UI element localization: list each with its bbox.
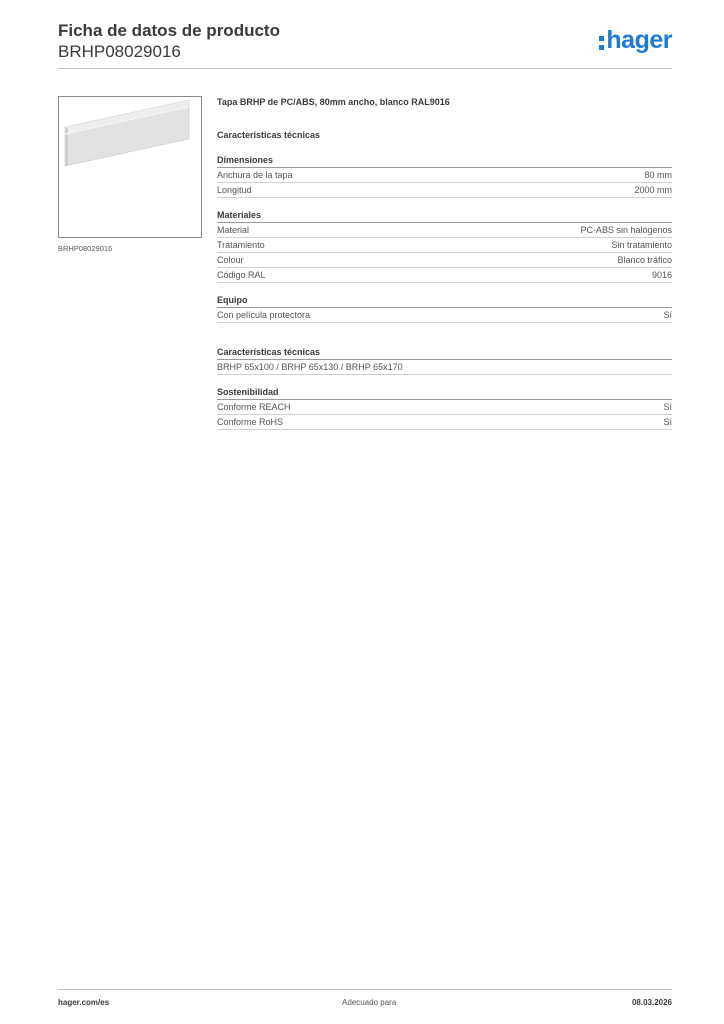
row-label: Tratamiento [217, 240, 265, 250]
section-title: Equipo [217, 293, 672, 308]
table-row [217, 168, 672, 183]
table-row [217, 223, 672, 238]
section-title: Materiales [217, 208, 672, 223]
row-value: 2000 mm [634, 185, 672, 195]
row-label: Colour [217, 255, 244, 265]
page-header [58, 20, 672, 62]
product-details [217, 95, 672, 430]
footer-divider [58, 989, 672, 990]
footer-date: 08.03.2026 [631, 998, 672, 1007]
logo-text: hager [606, 26, 672, 54]
logo-dots-icon [599, 34, 604, 50]
row-value: Sí [663, 417, 672, 427]
row-label: Conforme RoHS [217, 417, 284, 427]
cover-strip-icon [59, 97, 201, 237]
footer-center-text: Adecuado para [342, 998, 397, 1007]
product-reference: BRHP08029016 [58, 42, 181, 61]
row-value: 9016 [651, 270, 672, 280]
hager-logo [599, 26, 672, 54]
footer-website-link[interactable]: hager.com/es [58, 998, 110, 1007]
table-row [217, 415, 672, 430]
row-value: Blanco tráfico [617, 255, 672, 265]
section-compatibility [217, 345, 672, 375]
row-label: Con película protectora [217, 310, 311, 320]
row-value: Sí [663, 402, 672, 412]
page-title: Ficha de datos de producto [58, 21, 280, 40]
row-label: Anchura de la tapa [217, 170, 293, 180]
row-value: Sin tratamiento [611, 240, 672, 250]
technical-heading: Características técnicas [217, 130, 321, 140]
row-label: BRHP 65x100 / BRHP 65x130 / BRHP 65x170 [217, 362, 403, 372]
header-divider [58, 68, 672, 69]
row-value: Sí [663, 310, 672, 320]
row-label: Código RAL [217, 270, 266, 280]
table-row [217, 183, 672, 198]
section-title: Dimensiones [217, 153, 672, 168]
row-value: 80 mm [644, 170, 672, 180]
section-materials [217, 208, 672, 283]
section-title: Sostenibilidad [217, 385, 672, 400]
section-sustainability [217, 385, 672, 430]
row-label: Material [217, 225, 250, 235]
table-row [217, 400, 672, 415]
table-row [217, 238, 672, 253]
section-equipment [217, 293, 672, 323]
row-value: PC-ABS sin halógenos [580, 225, 672, 235]
row-label: Conforme REACH [217, 402, 291, 412]
table-row [217, 360, 672, 375]
table-row [217, 268, 672, 283]
row-label: Longitud [217, 185, 252, 195]
image-caption: BRHP08029016 [58, 244, 113, 253]
section-title: Características técnicas [217, 345, 672, 360]
table-row [217, 253, 672, 268]
table-row [217, 308, 672, 323]
section-dimensions [217, 153, 672, 198]
product-image [58, 96, 202, 238]
product-description: Tapa BRHP de PC/ABS, 80mm ancho, blanco RAL9016 [217, 97, 450, 107]
